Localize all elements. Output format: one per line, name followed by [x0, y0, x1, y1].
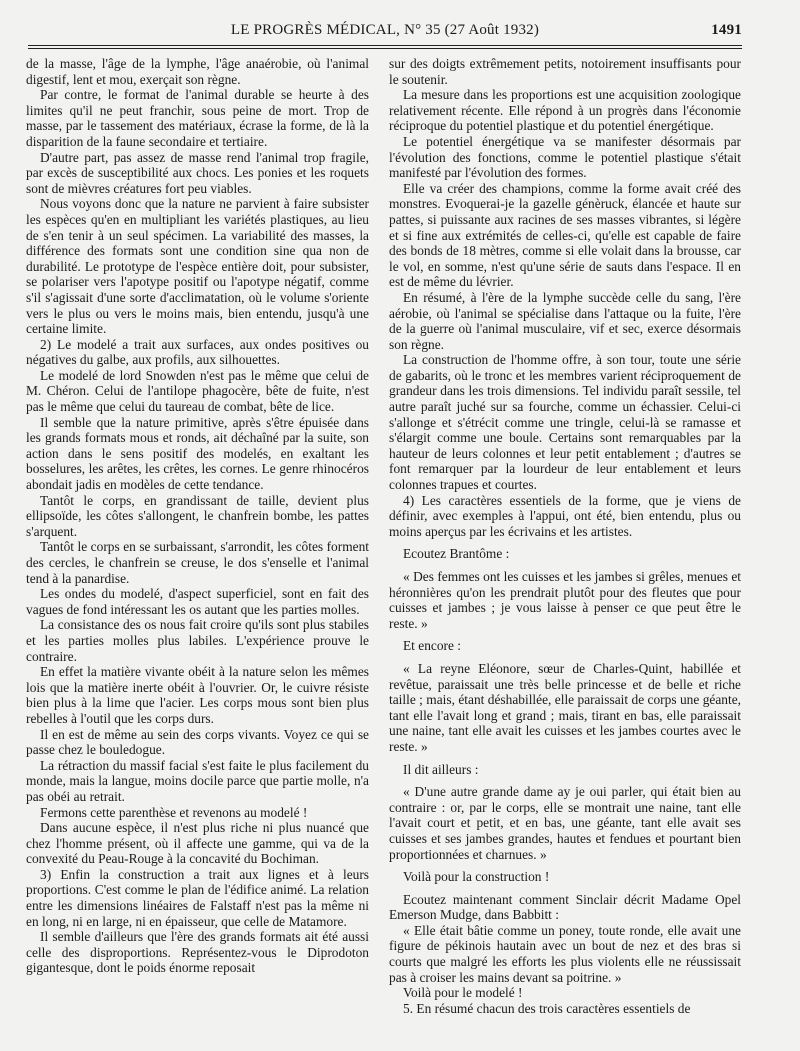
paragraph: Nous voyons donc que la nature ne parvient à faire subsister les espèces qu'en en multipliant les variétés plastiques, au lieu de s'en tenir à un seul spécimen. La variabilité des masses, la différence des formats sont une condition sine qua non de durabilité. Le prototype de l'espèce entière doit, pour subsister, se polariser vers l'apotype positif ou l'apotype négatif, comme s'il s'agissait d'une sorte d'acclimatation, où le volume s'oriente vers le plus ou vers le moins mais, bien entendu, jusqu'à une certaine limite. [26, 196, 369, 337]
quotation: « D'une autre grande dame ay je oui parler, qui était bien au contraire : or, par le corps, elle se montrait une naine, tant elle l'avait court et petit, et en bas, une géante, tant elle avait ses cuisses et ses jambes grandes, hautes et fendues et pourtant bien proportionnées et charnues. » [389, 784, 741, 862]
paragraph: Par contre, le format de l'animal durable se heurte à des limites qu'il ne peut franchir, sous peine de mort. Trop de masse, par le tassement des matériaux, écrase la forme, de là la disparition de la faune secondaire et tertiaire. [26, 87, 369, 149]
paragraph: Ecoutez maintenant comment Sinclair décrit Madame Opel Emerson Mudge, dans Babbitt : [389, 891, 741, 923]
journal-title: LE PROGRÈS MÉDICAL, N° 35 (27 Août 1932) [230, 22, 540, 38]
left-column [26, 56, 369, 1039]
running-header [28, 22, 742, 44]
paragraph: Il semble que la nature primitive, après s'être épuisée dans les grands formats mous et ronds, ait déchaîné par la suite, son action dans le sens positif des modelés, en exaltant les bosselures, les arêtes, les crêtes, les cornes. Le genre rhinocéros abondait jadis en modèles de cette tendance. [26, 414, 369, 493]
right-column [389, 56, 741, 1039]
paragraph: Il dit ailleurs : [403, 761, 479, 777]
paragraph: 5. En résumé chacun des trois caractères essentiels de [403, 1000, 691, 1016]
paragraph: Tantôt le corps en se surbaissant, s'arrondit, les côtes forment des cercles, le chanfrein se creuse, le dos s'enselle et l'animal tend à la panardise. [26, 539, 369, 586]
paragraph: Elle va créer des champions, comme la forme avait créé des monstres. Evoquerai-je la gazelle génèruck, élancée et haute sur pattes, si puissante aux racines de ses masses vibrantes, si légère et si fine aux extrémités de celles-ci, qu'elle est capable de faire des bonds de 18 mètres, comme si elle volait dans la brousse, car le vol, en somme, n'est qu'une série de sauts dans l'espace. Il en est de même du lévrier. [389, 180, 741, 290]
paragraph: La mesure dans les proportions est une acquisition zoologique relativement récente. Elle répond à un progrès dans l'économie réciproque du potentiel plastique et du potentiel énergétique. [389, 87, 741, 134]
paragraph: Il en est de même au sein des corps vivants. Voyez ce qui se passe chez le bouledogue. [26, 726, 369, 758]
paragraph: Voilà pour le modelé ! [403, 985, 523, 1001]
page-number: 1491 [711, 22, 742, 38]
paragraph: 2) Le modelé a trait aux surfaces, aux ondes positives ou négatives du galbe, aux profils, aux silhouettes. [26, 336, 369, 368]
paragraph: 3) Enfin la construction a trait aux lignes et à leurs proportions. C'est comme le plan de l'édifice animé. La relation entre les dimensions linéaires de Falstaff n'est pas la même ni en long, ni en large, ni en épaisseur, que celle de Matamore. [26, 866, 369, 929]
paragraph: D'autre part, pas assez de masse rend l'animal trop fragile, par excès de susceptibilité aux chocs. Les ponies et les roquets sont de mièvres créatures fort peu viables. [26, 149, 369, 196]
header-rule-thin [28, 48, 742, 49]
paragraph: Dans aucune espèce, il n'est plus riche ni plus nuancé que chez l'homme présent, où il affecte une gamme, qui va de la convexité du Peau-Rouge à la concavité du Bochiman. [26, 820, 369, 867]
paragraph: Il semble d'ailleurs que l'ère des grands formats ait été aussi celle des disproportions. Représentez-vous le Diprodoton gigantesque, dont le poids énorme reposait [26, 929, 369, 976]
paragraph: En résumé, à l'ère de la lymphe succède celle du sang, l'ère aérobie, où l'animal se spécialise dans l'attaque ou la fuite, l'ère de la guerre où l'animal musculaire, vif et sec, exerce désormais son règne. [389, 289, 741, 352]
paragraph: Tantôt le corps, en grandissant de taille, devient plus ellipsoïde, les côtes s'allongent, le chanfrein bombe, les pattes s'arquent. [26, 492, 369, 539]
paragraph: 4) Les caractères essentiels de la forme, que je viens de définir, avec exemples à l'appui, ont été, bien entendu, plus ou moins aperçus par les écrivains et les artistes. [389, 492, 741, 539]
paragraph: Le modelé de lord Snowden n'est pas le même que celui de M. Chéron. Celui de l'antilope phagocère, bête de fuite, n'est pas le même que celui du taureau de combat, bête de lice. [26, 367, 369, 415]
paragraph: La consistance des os nous fait croire qu'ils sont plus stabiles et les parties molles plus labiles. L'expérience prouve le contraire. [26, 617, 369, 664]
header-rule-thick [28, 45, 742, 46]
quotation: « Des femmes ont les cuisses et les jambes si grêles, menues et héronnières qu'on les prendrait plutôt pour des fleutes que pour cuisses et jambes ; je vous laisse à penser ce que peut être le reste. » [389, 569, 741, 631]
paragraph: Et encore : [403, 638, 461, 654]
paragraph: Le potentiel énergétique va se manifester désormais par l'évolution des fonctions, comme le potentiel plastique s'était manifesté par l'évolution des formes. [389, 133, 741, 181]
paragraph: La rétraction du massif facial s'est faite le plus facilement du monde, mais la langue, moins docile parce que partie molle, n'a pas obéi au retrait. [26, 757, 369, 804]
paragraph: de la masse, l'âge de la lymphe, l'âge anaérobie, où l'animal digestif, lent et mou, exerçait son règne. [26, 56, 369, 87]
quotation: « Elle était bâtie comme un poney, toute ronde, elle avait une figure de pékinois hautain avec un bout de nez et des bras si courts que malgré les efforts les plus violents elle ne réussissait pas à croiser les mains devant sa poitrine. » [389, 922, 741, 985]
quotation: « La reyne Eléonore, sœur de Charles-Quint, habillée et revêtue, paraissait une très belle princesse et de belle et riche taille ; mais, étant déshabillée, elle paraissait de corps une géante, tant elle l'avait long et grand ; mais, tirant en bas, elle paraissait une naine, tant elle avait les cuisses et les jambes courtes avec le reste. » [389, 660, 741, 754]
paragraph: Ecoutez Brantôme : [403, 546, 510, 562]
paragraph: Fermons cette parenthèse et revenons au modelé ! [40, 804, 308, 820]
paragraph: sur des doigts extrêmement petits, notoirement insuffisants pour le soutenir. [389, 56, 741, 87]
paragraph: La construction de l'homme offre, à son tour, toute une série de gabarits, où le tronc et les membres varient réciproquement de grandeur dans les trois dimensions. Tel individu paraît sessile, tel autre paraît juché sur sa fourche, comme un échassier. Celui-ci s'allonge et s'étrécit comme une tringle, celui-là se ramasse et s'élargit comme une boule. Certains sont remarquables par la hauteur de leurs colonnes et leur petit entablement ; d'autres se font remarquer par la lourdeur de leur entablement et leurs colonnes trapues et courtes. [389, 352, 741, 493]
paragraph: Voilà pour la construction ! [403, 869, 550, 885]
paragraph: Les ondes du modelé, d'aspect superficiel, sont en fait des vagues de fond intéressant les os autant que les parties molles. [26, 586, 369, 617]
paragraph: En effet la matière vivante obéit à la nature selon les mêmes lois que la matière inerte obéit à l'ouvrier. Or, le cuivre résiste bien plus à la lime que l'acier. Les corps mous sont bien plus rebelles à l'outil que les corps durs. [26, 664, 369, 726]
